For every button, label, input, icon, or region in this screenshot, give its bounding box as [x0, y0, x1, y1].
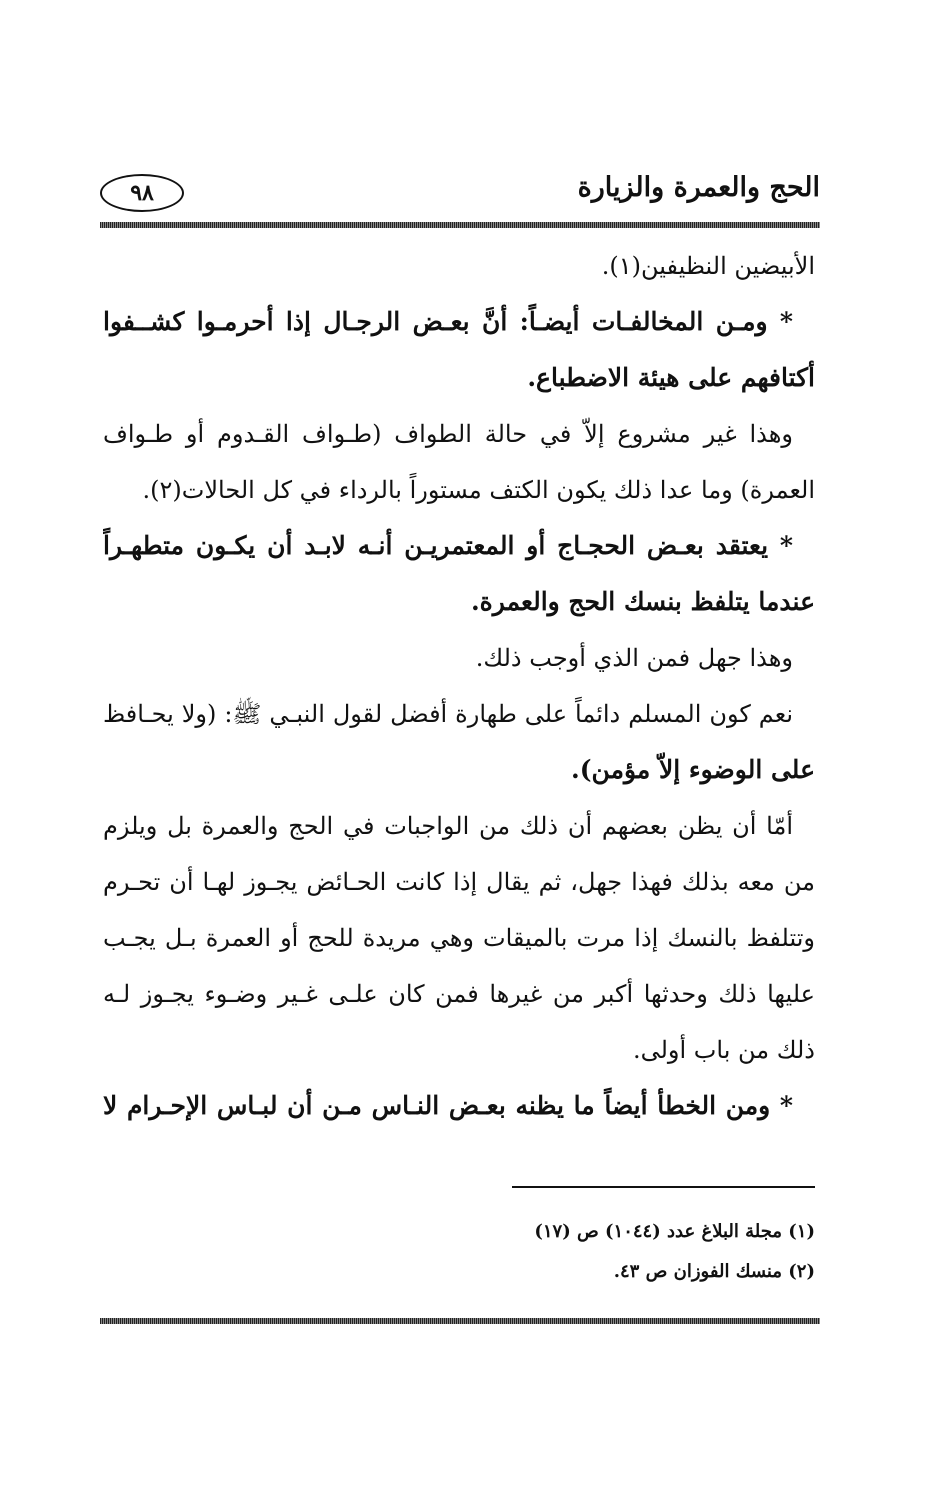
page-header	[100, 170, 820, 218]
body-line: * ومـن المخالفـات أيضـاً: أنَّ بعـض الرجـال إذا أحرمـوا كشــفوا	[103, 307, 793, 336]
footer-rule	[100, 1318, 820, 1324]
body-line: على الوضوء إلاّ مؤمن).	[571, 755, 815, 784]
footnote-separator	[512, 1186, 815, 1188]
running-title: الحج والعمرة والزيارة	[577, 172, 820, 203]
body-line: * ومن الخطأ أيضاً ما يظنه بعـض النـاس مـن أن لبـاس الإحـرام لا	[103, 1091, 793, 1120]
body-line: عندما يتلفظ بنسك الحج والعمرة.	[470, 587, 815, 616]
body-text	[103, 238, 815, 1134]
body-line: نعم كون المسلم دائماً على طهارة أفضل لقول النبـي ﷺ: (ولا يحـافظ	[103, 700, 793, 728]
body-line: أكتافهم على هيئة الاضطباع.	[527, 363, 815, 392]
footnote: (٢) منسك الفوزان ص ٤٣.	[613, 1261, 815, 1282]
footnotes	[103, 1212, 815, 1292]
footnote: (١) مجلة البلاغ عدد (١٠٤٤) ص (١٧)	[534, 1221, 815, 1242]
body-line: وهذا غير مشروع إلاّ في حالة الطواف (طـواف القـدوم أو طـواف	[103, 420, 793, 448]
body-line: وهذا جهل فمن الذي أوجب ذلك.	[475, 644, 793, 672]
page-number: ٩٨	[100, 174, 184, 212]
body-line: الأبيضين النظيفين(١).	[601, 252, 815, 280]
body-line: ذلك من باب أولى.	[632, 1036, 815, 1064]
body-line: أمّا أن يظن بعضهم أن ذلك من الواجبات في الحج والعمرة بل ويلزم	[103, 812, 793, 840]
body-line: العمرة) وما عدا ذلك يكون الكتف مستوراً بالرداء في كل الحالات(٢).	[142, 476, 815, 504]
header-rule	[100, 222, 820, 228]
body-line: عليها ذلك وحدثها أكبر من غيرها فمن كان علـى غـير وضـوء يجـوز لـه	[103, 980, 815, 1008]
body-line: * يعتقد بعـض الحجـاج أو المعتمريـن أنـه لابـد أن يكـون متطهـراً	[103, 531, 793, 560]
body-line: وتتلفظ بالنسك إذا مرت بالميقات وهي مريدة للحج أو العمرة بـل يجـب	[103, 924, 815, 952]
body-line: من معه بذلك فهذا جهل، ثم يقال إذا كانت الحـائض يجـوز لهـا أن تحـرم	[103, 868, 815, 896]
